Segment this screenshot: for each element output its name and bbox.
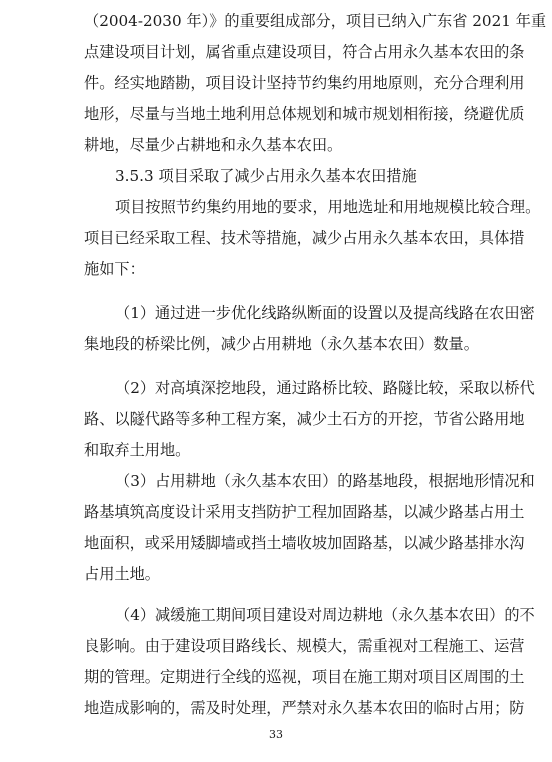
text-line: 项目按照节约集约用地的要求，用地选址和用地规模比较合理。 [115, 198, 541, 216]
text-line: 路、以隧代路等多种工程方案，减少土石方的开挖，节省公路用地 [84, 410, 525, 428]
text-line: 期的管理。定期进行全线的巡视，项目在施工期对项目区周围的土 [84, 668, 525, 686]
text-line: 集地段的桥梁比例，减少占用耕地（永久基本农田）数量。 [84, 335, 479, 353]
text-line: 地形，尽量与当地土地利用总体规划和城市规划相衔接，绕避优质 [84, 105, 525, 123]
text-line: 点建设项目计划，属省重点建设项目，符合占用永久基本农田的条 [84, 43, 525, 61]
page-number: 33 [269, 728, 283, 741]
text-line: 占用土地。 [84, 565, 160, 583]
text-line: 良影响。由于建设项目路线长、规模大，需重视对工程施工、运营 [84, 637, 525, 655]
text-line: （3）占用耕地（永久基本农田）的路基地段，根据地形情况和 [115, 472, 535, 490]
text-line: 地面积，或采用矮脚墙或挡土墙收坡加固路基，以减少路基排水沟 [84, 534, 525, 552]
text-line: （4）减缓施工期间项目建设对周边耕地（永久基本农田）的不 [115, 606, 535, 624]
text-line: 项目已经采取工程、技术等措施，减少占用永久基本农田，具体措 [84, 229, 525, 247]
text-line: 施如下： [84, 260, 145, 278]
text-line: （1）通过进一步优化线路纵断面的设置以及提高线路在农田密 [115, 304, 535, 322]
text-line: 和取弃土用地。 [84, 441, 191, 459]
text-line: 地造成影响的，需及时处理，严禁对永久基本农田的临时占用；防 [84, 699, 525, 717]
text-line: 件。经实地踏勘，项目设计坚持节约集约用地原则，充分合理利用 [84, 74, 525, 92]
text-line: （2）对高填深挖地段，通过路桥比较、路隧比较，采取以桥代 [115, 379, 535, 397]
section-heading: 3.5.3 项目采取了减少占用永久基本农田措施 [115, 167, 417, 185]
text-line: （2004-2030 年）》的重要组成部分，项目已纳入广东省 2021 年重 [84, 12, 547, 30]
text-line: 耕地，尽量少占耕地和永久基本农田。 [84, 136, 343, 154]
text-line: 路基填筑高度设计采用支挡防护工程加固路基，以减少路基占用土 [84, 503, 525, 521]
